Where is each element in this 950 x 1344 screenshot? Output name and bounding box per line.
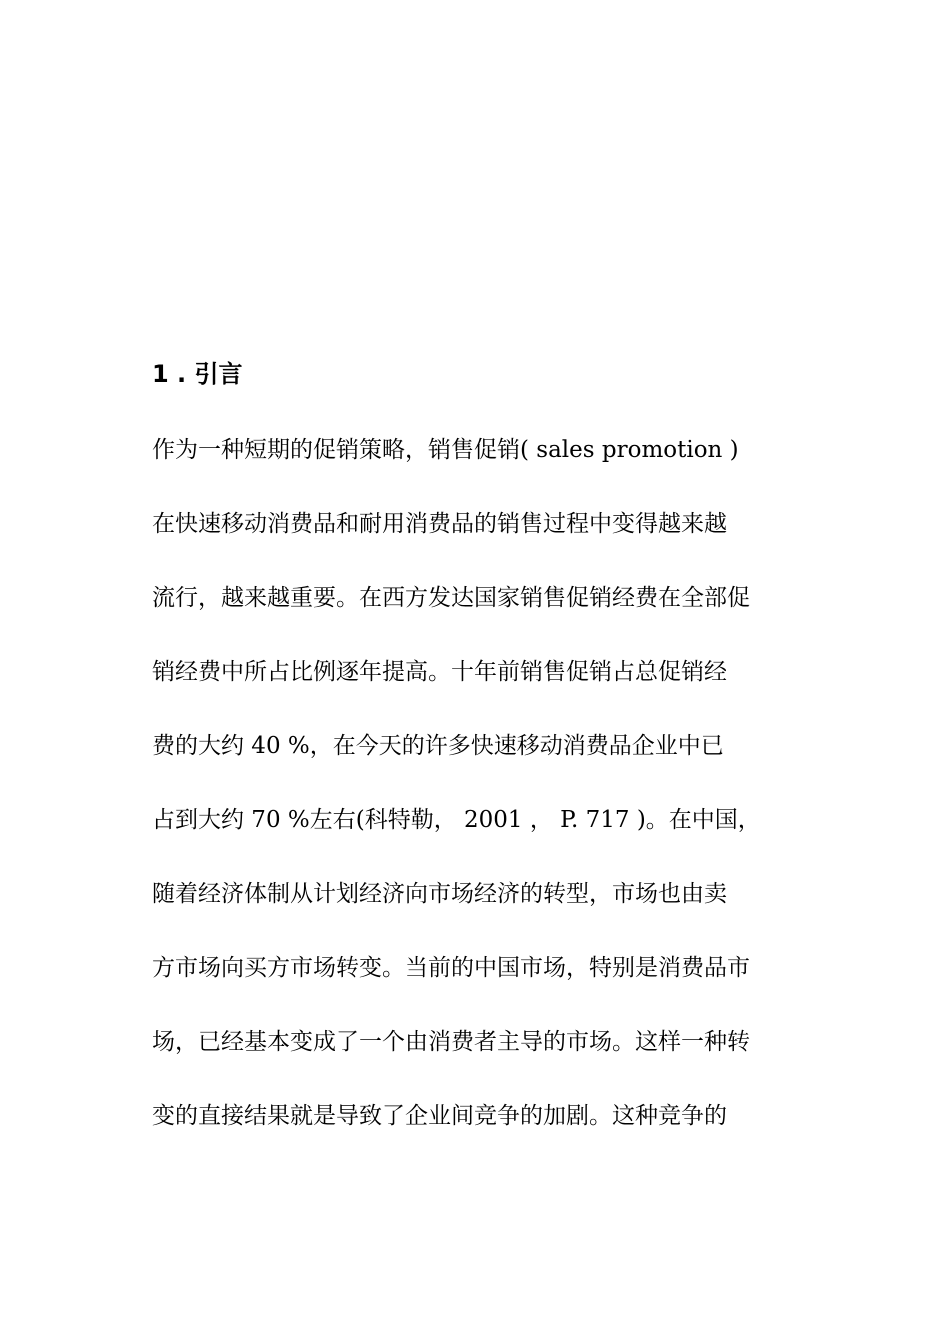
paragraph-line-9: 场，已经基本变成了一个由消费者主导的市场。这样一种转: [152, 1029, 750, 1055]
paragraph-line-2: 在快速移动消费品和耐用消费品的销售过程中变得越来越: [152, 511, 727, 537]
section-heading: 1 . 引言: [152, 360, 243, 388]
paragraph-line-8: 方市场向买方市场转变。当前的中国市场，特别是消费品市: [152, 955, 750, 981]
paragraph-line-3: 流行，越来越重要。在西方发达国家销售促销经费在全部促: [152, 585, 750, 611]
paragraph-line-5: 费的大约 40 %，在今天的许多快速移动消费品企业中已: [152, 733, 724, 759]
paragraph-line-1: 作为一种短期的促销策略，销售促销( sales promotion ): [152, 437, 739, 463]
paragraph-line-6: 占到大约 70 %左右(科特勒， 2001 ， P. 717 )。在中国，: [152, 807, 761, 833]
paragraph-line-7: 随着经济体制从计划经济向市场经济的转型，市场也由卖: [152, 881, 727, 907]
paragraph-line-10: 变的直接结果就是导致了企业间竞争的加剧。这种竞争的: [152, 1103, 727, 1129]
paragraph-line-4: 销经费中所占比例逐年提高。十年前销售促销占总促销经: [152, 659, 727, 685]
body-paragraph: [152, 430, 812, 1170]
